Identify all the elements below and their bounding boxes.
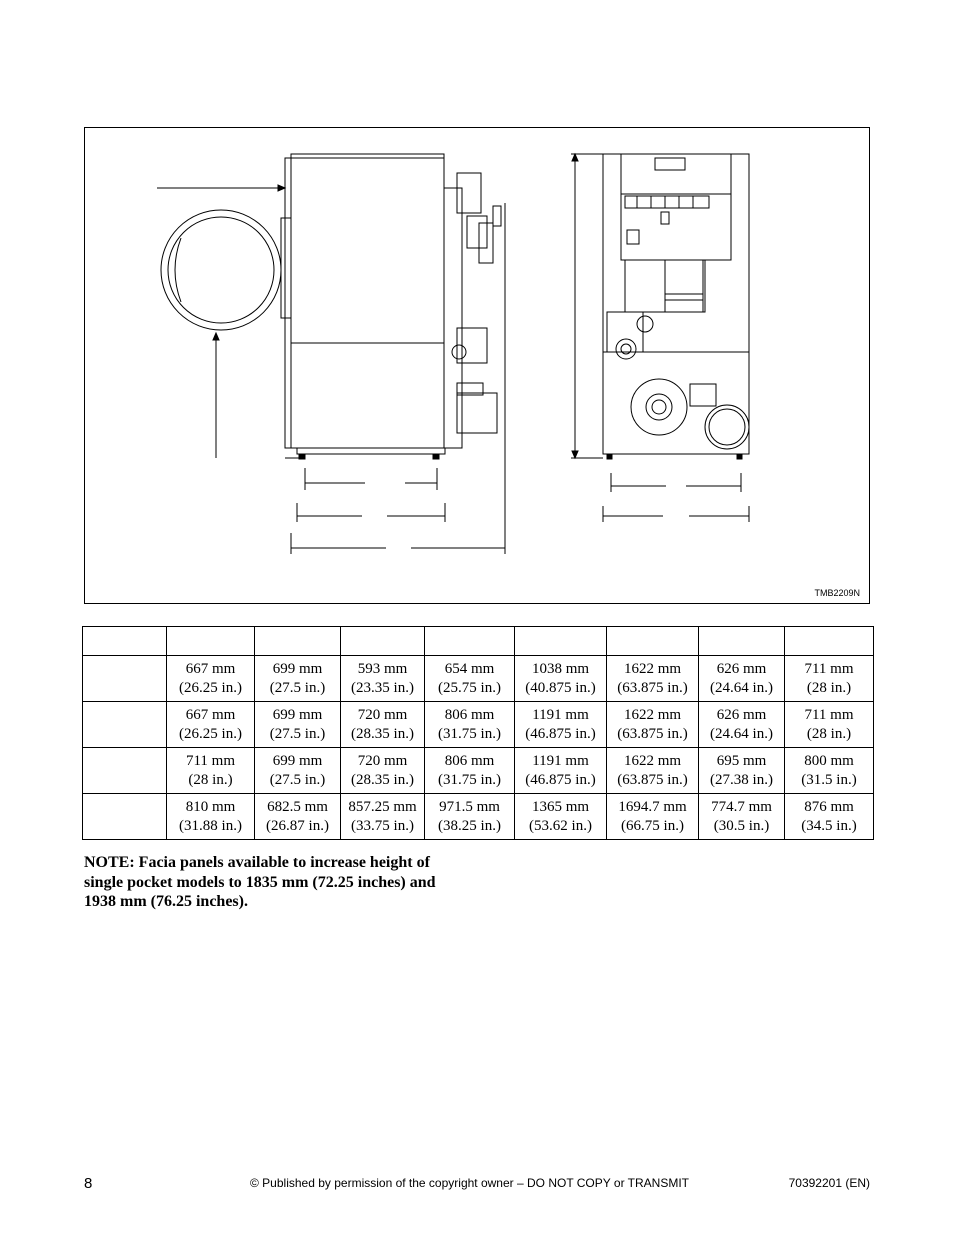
dimension-mm: 806 mm: [444, 706, 495, 723]
dimension-cell: [167, 702, 255, 748]
dimension-cell: [341, 794, 425, 840]
dimension-cell: [425, 794, 515, 840]
dimension-inches: (34.5 in.): [801, 817, 857, 834]
dimension-cell: [167, 794, 255, 840]
dimension-cell: [515, 702, 607, 748]
dimension-figure: [84, 127, 870, 604]
dimension-mm: 1694.7 mm: [618, 798, 687, 815]
dimension-cell: [167, 656, 255, 702]
dimension-cell: [167, 748, 255, 794]
dimension-inches: (63.875 in.): [617, 679, 688, 696]
table-row: [83, 656, 874, 702]
copyright-notice: © Published by permission of the copyright owner – DO NOT COPY or TRANSMIT: [250, 1176, 690, 1190]
dimension-mm: 626 mm: [716, 706, 767, 723]
dimension-inches: (30.5 in.): [713, 817, 770, 834]
header-cell: [699, 627, 785, 656]
dimension-inches: (28 in.): [806, 725, 852, 742]
dimension-mm: 720 mm: [357, 706, 408, 723]
dimension-mm: 1622 mm: [623, 752, 682, 769]
dimension-inches: (26.25 in.): [179, 725, 242, 742]
dimension-mm: 806 mm: [444, 752, 495, 769]
dimension-cell: [255, 702, 341, 748]
header-cell: [425, 627, 515, 656]
dimension-inches: (33.75 in.): [351, 817, 414, 834]
dimension-mm: 720 mm: [357, 752, 408, 769]
row-label: [83, 794, 167, 840]
dimension-mm: 1622 mm: [623, 660, 682, 677]
header-cell: [785, 627, 874, 656]
header-cell: [515, 627, 607, 656]
dimension-inches: (66.75 in.): [621, 817, 684, 834]
dimension-inches: (27.5 in.): [269, 679, 326, 696]
table-header-row: [83, 627, 874, 656]
dimension-inches: (28 in.): [188, 771, 233, 788]
dimension-inches: (26.25 in.): [179, 679, 242, 696]
dimension-cell: [425, 748, 515, 794]
dimension-cell: [255, 656, 341, 702]
dimension-mm: 1191 mm: [532, 706, 589, 723]
header-cell: [167, 627, 255, 656]
dimension-mm: 800 mm: [804, 752, 854, 769]
dimension-mm: 774.7 mm: [711, 798, 772, 815]
dimension-inches: (31.88 in.): [179, 817, 242, 834]
dimension-inches: (24.64 in.): [710, 725, 773, 742]
dimension-mm: 699 mm: [272, 752, 323, 769]
header-cell: [83, 627, 167, 656]
header-cell: [255, 627, 341, 656]
page-footer: [84, 1175, 870, 1191]
dimension-inches: (53.62 in.): [529, 817, 592, 834]
table-row: [83, 748, 874, 794]
note-line: single pocket models to 1835 mm (72.25 inches) and: [84, 873, 436, 891]
dimension-cell: [515, 748, 607, 794]
dimension-cell: [607, 794, 699, 840]
rear-view-drawing: [571, 154, 749, 522]
dimension-inches: (25.75 in.): [438, 679, 501, 696]
dimension-mm: 810 mm: [185, 798, 236, 815]
dimension-cell: [785, 702, 874, 748]
dimension-inches: (27.5 in.): [269, 725, 326, 742]
dimension-cell: [785, 794, 874, 840]
dimension-mm: 695 mm: [716, 752, 767, 769]
dimension-mm: 626 mm: [716, 660, 767, 677]
dimension-inches: (31.75 in.): [438, 771, 501, 788]
dimension-mm: 711 mm: [804, 660, 854, 677]
dimension-cell: [785, 748, 874, 794]
dimension-inches: (40.875 in.): [525, 679, 596, 696]
header-cell: [341, 627, 425, 656]
dimension-inches: (24.64 in.): [710, 679, 773, 696]
dimension-inches: (27.38 in.): [710, 771, 773, 788]
document-id: 70392201 (EN): [788, 1176, 870, 1190]
dimension-mm: 667 mm: [185, 660, 236, 677]
dimension-mm: 971.5 mm: [439, 798, 500, 815]
dimension-mm: 876 mm: [804, 798, 854, 815]
dimension-mm: 1622 mm: [623, 706, 682, 723]
dryer-dimension-drawing: [85, 128, 871, 605]
dimension-cell: [515, 794, 607, 840]
dimension-cell: [255, 748, 341, 794]
dimension-mm: 1191 mm: [532, 752, 589, 769]
note-line: NOTE: Facia panels available to increase height of: [84, 854, 430, 871]
dimension-mm: 699 mm: [272, 706, 323, 723]
dimension-inches: (46.875 in.): [525, 771, 596, 788]
figure-code: TMB2209N: [814, 588, 860, 598]
dimension-inches: (63.875 in.): [617, 771, 688, 788]
dimension-cell: [699, 748, 785, 794]
dimension-mm: 711 mm: [185, 752, 236, 769]
dimension-cell: [425, 656, 515, 702]
dimension-cell: [699, 794, 785, 840]
dimension-cell: [699, 656, 785, 702]
dimension-inches: (63.875 in.): [617, 725, 688, 742]
page-number: 8: [84, 1175, 93, 1192]
dimension-cell: [425, 702, 515, 748]
dimension-mm: 1365 mm: [531, 798, 590, 815]
table-row: [83, 794, 874, 840]
row-label: [83, 748, 167, 794]
dimension-inches: (31.5 in.): [801, 771, 857, 788]
dimension-mm: 654 mm: [444, 660, 495, 677]
dimension-cell: [341, 748, 425, 794]
side-view-drawing: [157, 154, 505, 554]
dimension-table: [82, 626, 874, 840]
dimension-cell: [341, 702, 425, 748]
dimension-cell: [255, 794, 341, 840]
dimension-inches: (28.35 in.): [351, 771, 414, 788]
dimension-cell: [607, 702, 699, 748]
dimension-mm: 857.25 mm: [348, 798, 417, 815]
dimension-inches: (38.25 in.): [438, 817, 501, 834]
dimension-inches: (31.75 in.): [438, 725, 501, 742]
dimension-inches: (26.87 in.): [266, 817, 329, 834]
dimension-cell: [341, 656, 425, 702]
row-label: [83, 656, 167, 702]
dimension-cell: [515, 656, 607, 702]
dimension-inches: (46.875 in.): [525, 725, 596, 742]
header-cell: [607, 627, 699, 656]
table-row: [83, 702, 874, 748]
dimension-mm: 667 mm: [185, 706, 236, 723]
dimension-inches: (28 in.): [806, 679, 852, 696]
dimension-mm: 699 mm: [272, 660, 323, 677]
note-line: 1938 mm (76.25 inches).: [84, 893, 248, 910]
dimension-mm: 682.5 mm: [267, 798, 328, 815]
dimension-mm: 1038 mm: [531, 660, 590, 677]
facia-panel-note: [84, 853, 474, 912]
dimension-mm: 711 mm: [804, 706, 854, 723]
dimension-inches: (27.5 in.): [269, 771, 326, 788]
row-label: [83, 702, 167, 748]
dimension-cell: [607, 656, 699, 702]
dimension-inches: (23.35 in.): [351, 679, 414, 696]
dimension-mm: 593 mm: [357, 660, 408, 677]
dimension-cell: [699, 702, 785, 748]
dimension-cell: [607, 748, 699, 794]
dimension-cell: [785, 656, 874, 702]
dimension-inches: (28.35 in.): [351, 725, 414, 742]
